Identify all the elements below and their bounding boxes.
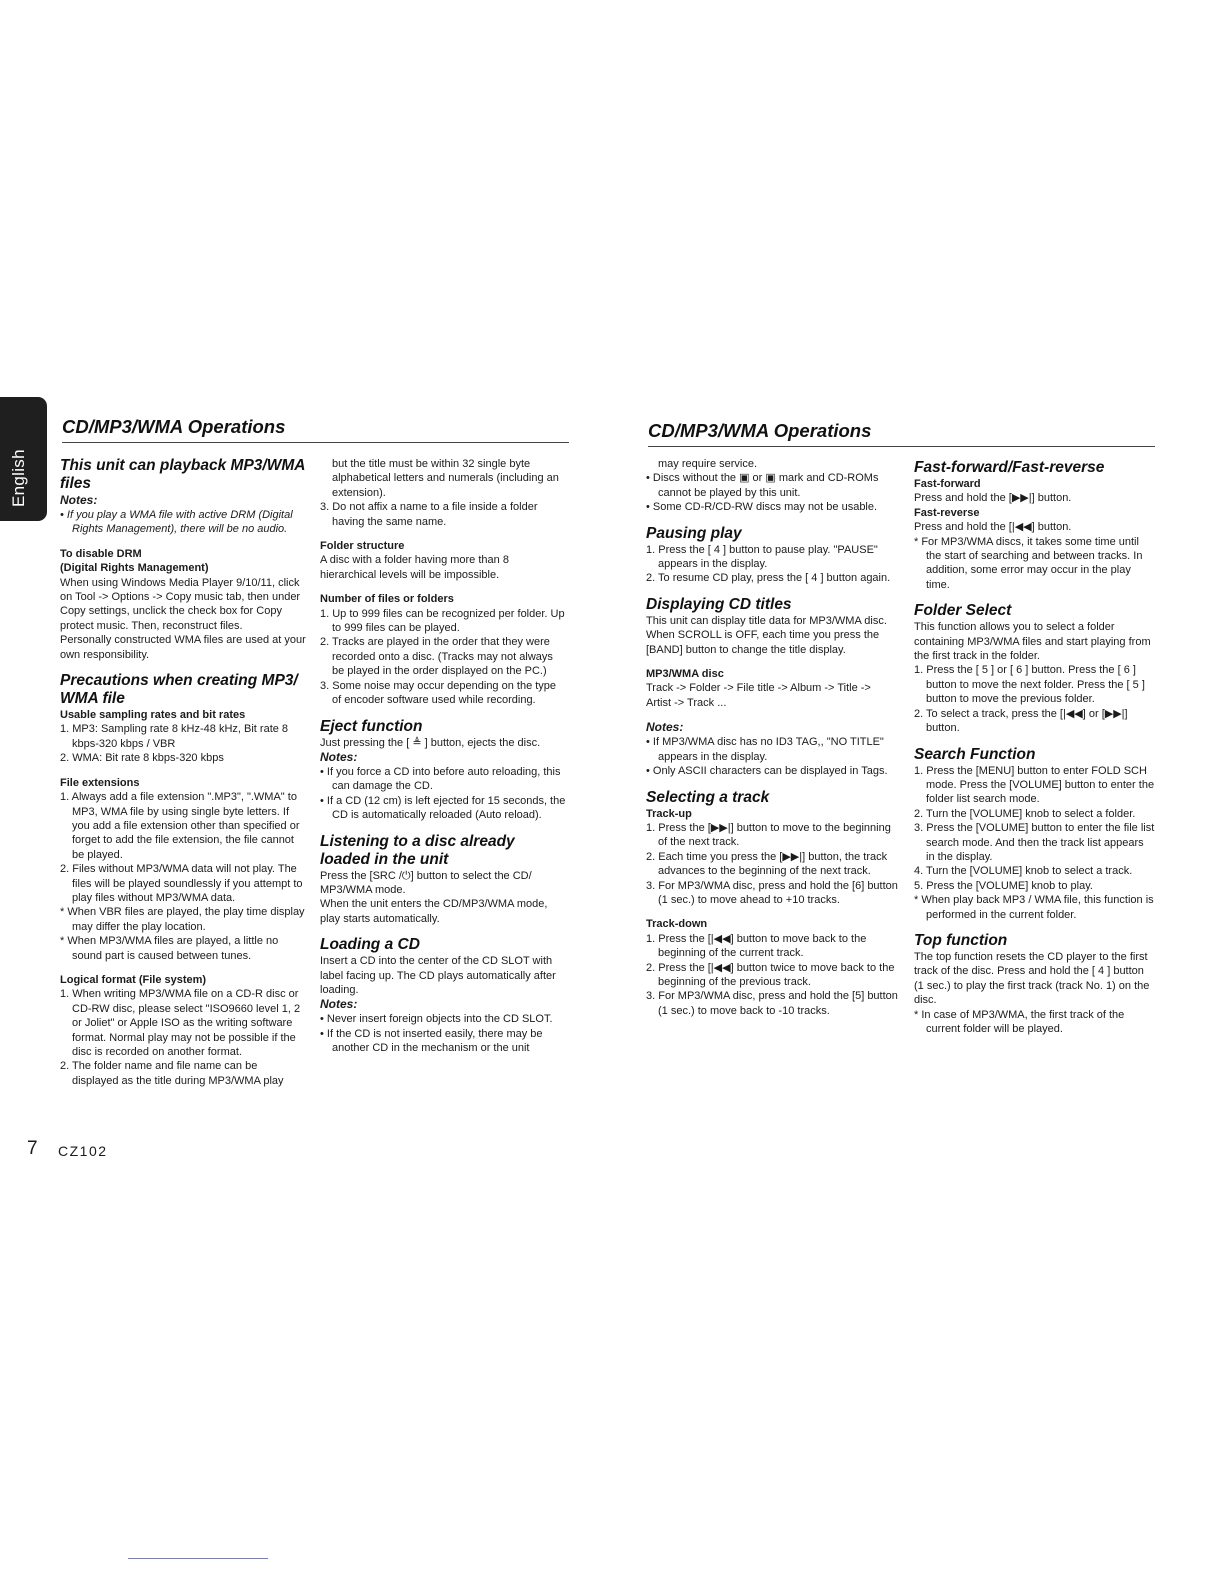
subheading: Fast-forward bbox=[914, 478, 981, 490]
spacer bbox=[646, 657, 898, 667]
section-heading: Loading a CD bbox=[320, 936, 420, 954]
section-heading: Listening to a disc already loaded in the unit bbox=[320, 832, 515, 868]
paragraph: 2. To resume CD play, press the [ 4 ] button again. bbox=[646, 572, 891, 585]
spacer bbox=[60, 766, 306, 776]
notes-label: Notes: bbox=[646, 720, 684, 735]
notes-label: Notes: bbox=[320, 997, 358, 1012]
paragraph: • If the CD is not inserted easily, there may be another CD in the mechanism or the unit bbox=[320, 1027, 543, 1055]
section-heading: Precautions when creating MP3/ WMA file bbox=[60, 672, 298, 708]
section-heading: Selecting a track bbox=[646, 788, 770, 806]
paragraph: * When MP3/WMA files are played, a little no sound part is caused between tunes. bbox=[60, 935, 279, 962]
paragraph: • Only ASCII characters can be displayed in Tags. bbox=[646, 765, 888, 778]
paragraph: 3. Do not affix a name to a file inside a folder having the same name. bbox=[320, 501, 538, 528]
paragraph: * For MP3/WMA discs, it takes some time until the start of searching and between tracks. In addition, some error may occur in the play time. bbox=[914, 535, 1143, 591]
paragraph: * When VBR files are played, the play time display may differ the play location. bbox=[60, 906, 305, 933]
paragraph: Track -> Folder -> File title -> Album -> Title -> Artist -> Track ... bbox=[646, 682, 871, 709]
paragraph: Press and hold the [|◀◀] button. bbox=[914, 521, 1072, 534]
column-3 bbox=[646, 457, 898, 1018]
notes-label: Notes: bbox=[60, 493, 98, 507]
section-heading: This unit can playback MP3/WMA files bbox=[60, 457, 305, 492]
paragraph: 3. Press the [VOLUME] button to enter the file list search mode. And then the track list appears in the display. bbox=[914, 822, 1155, 863]
spacer bbox=[320, 529, 568, 539]
paragraph: • Some CD-R/CD-RW discs may not be usable. bbox=[646, 501, 878, 514]
paragraph: 2. Each time you press the [▶▶|] button, the track advances to the beginning of the next track. bbox=[646, 850, 888, 878]
paragraph: A disc with a folder having more than 8 hierarchical levels will be impossible. bbox=[320, 554, 509, 581]
paragraph: • Discs without the ▣ or ▣ mark and CD-ROMs cannot be played by this unit. bbox=[646, 472, 879, 499]
section-heading: Fast-forward/Fast-reverse bbox=[914, 459, 1105, 476]
spacer bbox=[914, 736, 1155, 746]
paragraph: 3. For MP3/WMA disc, press and hold the [5] button (1 sec.) to move back to -10 tracks. bbox=[646, 990, 898, 1017]
spacer bbox=[646, 779, 898, 789]
section-heading: Displaying CD titles bbox=[646, 595, 792, 613]
language-tab-label: English bbox=[9, 449, 28, 507]
paragraph: Personally constructed WMA files are used at your own responsibility. bbox=[60, 634, 306, 661]
paragraph: 3. For MP3/WMA disc, press and hold the [6] button (1 sec.) to move ahead to +10 tracks. bbox=[646, 879, 898, 906]
paragraph: When the unit enters the CD/MP3/WMA mode, play starts automatically. bbox=[320, 898, 548, 925]
subheading: To disable DRM bbox=[60, 547, 142, 560]
notes-label: Notes: bbox=[320, 749, 358, 764]
paragraph: • If a CD (12 cm) is left ejected for 15 seconds, the CD is automatically reloaded (Auto reload). bbox=[320, 794, 566, 822]
paragraph: 2. The folder name and file name can be displayed as the title during MP3/WMA play bbox=[60, 1060, 284, 1087]
spacer bbox=[646, 515, 898, 525]
paragraph: Just pressing the [ ≜ ] button, ejects the disc. bbox=[320, 736, 541, 749]
paragraph: 2. Files without MP3/WMA data will not play. The files will be played soundlessly if you attempt to play files without MP3/WMA data. bbox=[60, 863, 303, 904]
spacer bbox=[320, 926, 568, 936]
spacer bbox=[60, 537, 306, 547]
section-heading: Folder Select bbox=[914, 602, 1012, 620]
spacer bbox=[914, 922, 1155, 932]
paragraph: may require service. bbox=[658, 458, 758, 470]
spacer bbox=[320, 582, 568, 592]
paragraph: 1. MP3: Sampling rate 8 kHz-48 kHz, Bit rate 8 kbps-320 kbps / VBR bbox=[60, 723, 289, 750]
paragraph: 5. Press the [VOLUME] knob to play. bbox=[914, 879, 1093, 892]
paragraph: * In case of MP3/WMA, the first track of the current folder will be played. bbox=[914, 1008, 1125, 1035]
paragraph: When using Windows Media Player 9/10/11, click on Tool -> Options -> Copy music tab, then under Copy settings, unclick the check box for Copy protect music. Then, reconstruct files. bbox=[60, 576, 301, 632]
page-number: 7 bbox=[27, 1138, 38, 1159]
spacer bbox=[60, 963, 306, 973]
column-2 bbox=[320, 457, 568, 1056]
model-name: CZ102 bbox=[58, 1143, 108, 1159]
spacer bbox=[60, 662, 306, 672]
paragraph: 2. Turn the [VOLUME] knob to select a folder. bbox=[914, 807, 1136, 820]
subheading: Usable sampling rates and bit rates bbox=[60, 709, 246, 722]
paragraph: 2. To select a track, press the [|◀◀] or [▶▶|] button. bbox=[914, 707, 1128, 735]
subheading: Track-up bbox=[646, 807, 692, 820]
subheading: (Digital Rights Management) bbox=[60, 562, 209, 575]
paragraph: 1. Press the [▶▶|] button to move to the beginning of the next track. bbox=[646, 821, 891, 849]
paragraph: 1. Press the [|◀◀] button to move back to the beginning of the current track. bbox=[646, 932, 867, 960]
subheading: Logical format (File system) bbox=[60, 973, 207, 986]
spacer bbox=[320, 823, 568, 833]
subheading: MP3/WMA disc bbox=[646, 668, 724, 681]
section-heading: Top function bbox=[914, 931, 1008, 949]
paragraph: Press the [SRC /⏻] button to select the CD/ MP3/WMA mode. bbox=[320, 869, 532, 896]
spacer bbox=[320, 708, 568, 718]
paragraph: 2. WMA: Bit rate 8 kbps-320 kbps bbox=[60, 752, 224, 765]
spacer bbox=[646, 586, 898, 596]
paragraph: • If you play a WMA file with active DRM (Digital Rights Management), there will be no audio. bbox=[60, 509, 293, 536]
paragraph: 3. Some noise may occur depending on the type of encoder software used while recording. bbox=[320, 679, 557, 707]
paragraph: • If MP3/WMA disc has no ID3 TAG,, "NO TITLE" appears in the display. bbox=[646, 736, 884, 763]
section-heading: Eject function bbox=[320, 717, 423, 735]
paragraph: 1. When writing MP3/WMA file on a CD-R disc or CD-RW disc, please select "ISO9660 level 1, 2 or Joliet" or Apple ISO as the writing software format. Normal play may not be possible if the disc is recorded on another format. bbox=[60, 988, 301, 1058]
paragraph: The top function resets the CD player to the first track of the disc. Press and hold the [ 4 ] button (1 sec.) to play the first track (track No. 1) on the disc. bbox=[914, 950, 1150, 1007]
paragraph: 2. Press the [|◀◀] button twice to move back to the beginning of the previous track. bbox=[646, 961, 895, 988]
footer-link-line bbox=[128, 1558, 268, 1559]
paragraph: 1. Press the [ 4 ] button to pause play. "PAUSE" appears in the display. bbox=[646, 543, 878, 571]
paragraph: 1. Always add a file extension ".MP3", ".WMA" to MP3, WMA file by using single byte letters. If you add a file extension other than specified or forget to add the file extension, the file cannot be played. bbox=[60, 791, 300, 861]
spacer bbox=[914, 592, 1155, 602]
paragraph: but the title must be within 32 single byte alphabetical letters and numerals (including an extension). bbox=[332, 458, 559, 499]
spacer bbox=[646, 907, 898, 917]
paragraph: • Never insert foreign objects into the CD SLOT. bbox=[320, 1013, 553, 1026]
paragraph: Insert a CD into the center of the CD SLOT with label facing up. The CD plays automatically after loading. bbox=[320, 955, 556, 996]
section-heading: Search Function bbox=[914, 745, 1036, 763]
paragraph: * When play back MP3 / WMA file, this function is performed in the current folder. bbox=[914, 894, 1154, 921]
subheading: Track-down bbox=[646, 918, 708, 931]
language-tab bbox=[0, 397, 47, 521]
paragraph: • If you force a CD into before auto reloading, this can damage the CD. bbox=[320, 765, 561, 793]
paragraph: 2. Tracks are played in the order that they were recorded onto a disc. (Tracks may not always be played in the order displayed on the PC.) bbox=[320, 636, 553, 678]
subheading: Number of files or folders bbox=[320, 593, 454, 606]
paragraph: Press and hold the [▶▶|] button. bbox=[914, 492, 1072, 505]
section-heading: Pausing play bbox=[646, 524, 742, 542]
paragraph: This unit can display title data for MP3/WMA disc. bbox=[646, 614, 887, 627]
paragraph: 1. Press the [MENU] button to enter FOLD SCH mode. Press the [VOLUME] button to enter the folder list search mode. bbox=[914, 764, 1155, 806]
paragraph: When SCROLL is OFF, each time you press the [BAND] button to change the title display. bbox=[646, 629, 880, 656]
paragraph: 1. Up to 999 files can be recognized per folder. Up to 999 files can be played. bbox=[320, 607, 565, 635]
page-title-left: CD/MP3/WMA Operations bbox=[62, 416, 286, 437]
subheading: Fast-reverse bbox=[914, 506, 980, 519]
paragraph: 4. Turn the [VOLUME] knob to select a track. bbox=[914, 865, 1133, 878]
column-4 bbox=[914, 459, 1155, 1036]
paragraph: 1. Press the [ 5 ] or [ 6 ] button. Press the [ 6 ] button to move the next folder. Press the [ 5 ] button to move the previous folder. bbox=[914, 664, 1145, 706]
subheading: File extensions bbox=[60, 776, 140, 789]
title-rule-left bbox=[62, 442, 569, 443]
paragraph: This function allows you to select a folder containing MP3/WMA files and start playing from the first track in the folder. bbox=[914, 621, 1151, 663]
page-title-right: CD/MP3/WMA Operations bbox=[648, 420, 872, 441]
title-rule-right bbox=[648, 446, 1155, 447]
spacer bbox=[646, 710, 898, 720]
subheading: Folder structure bbox=[320, 540, 405, 553]
column-1 bbox=[60, 457, 306, 1088]
